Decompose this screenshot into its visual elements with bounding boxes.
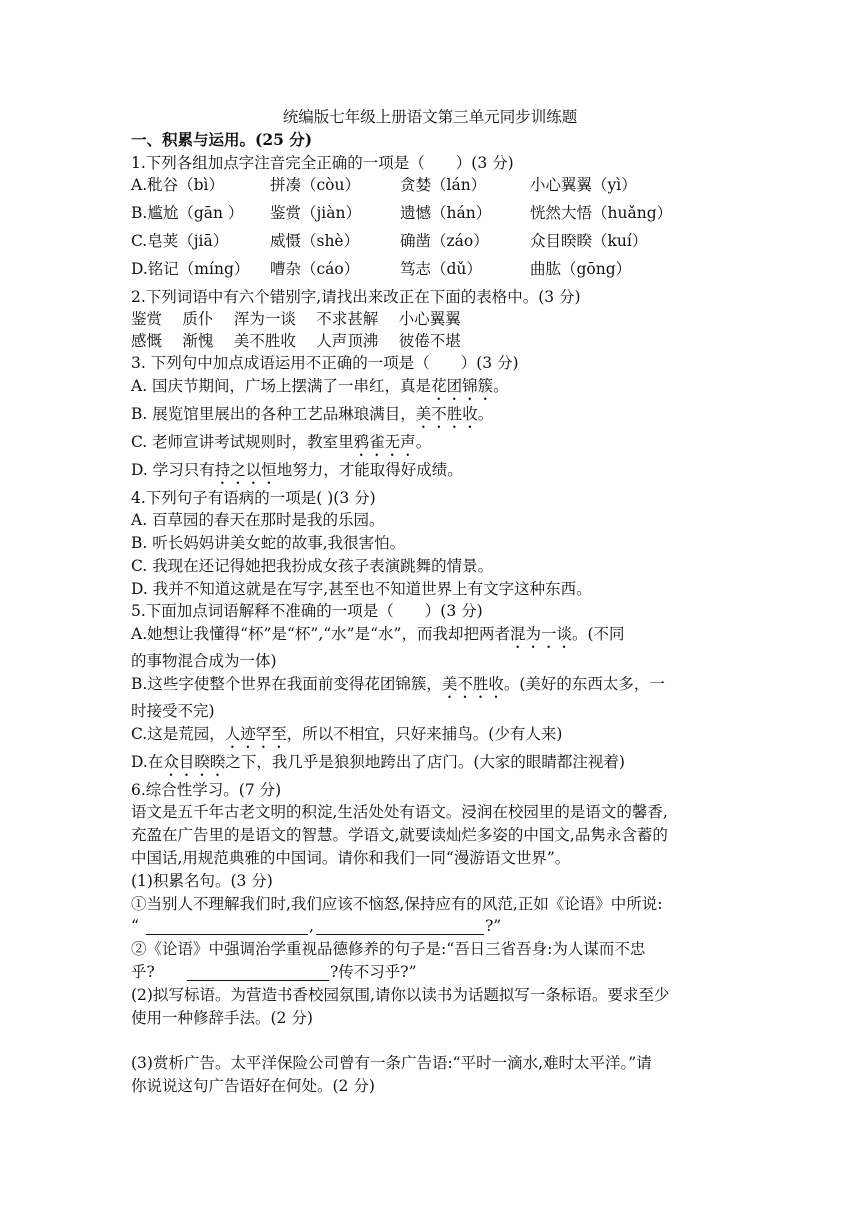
q1-option-c2: 威慑（shè） (270, 232, 360, 250)
answer-blank-2[interactable] (316, 933, 484, 935)
q1-option-a1: A.秕谷（bì） (131, 176, 225, 194)
dotted-idiom: 美不胜收 (415, 405, 478, 423)
q3-stem: 3. 下列句中加点成语运用不正确的一项是（ ）(3 分) (131, 354, 519, 372)
q1-option-b4: 恍然大悟（huǎng） (530, 204, 673, 222)
q6-part1-item-2: ②《论语》中强调治学重视品德修养的句子是:“吾日三省吾身:为人谋而不忠 (131, 940, 646, 958)
q1-option-d3: 笃志（dǔ） (400, 260, 482, 278)
q5-option-b-cont: 时接受不完) (131, 702, 215, 720)
dotted-idiom: 鸦雀无声 (353, 433, 416, 451)
q5-option-b: B.这些字使整个世界在我面前变得花团锦簇，美不胜收。(美好的东西太多，一 (131, 675, 665, 693)
close-quote: ?” (485, 917, 502, 935)
q6-part1-heading: (1)积累名句。(3 分) (131, 872, 273, 890)
q3-option-a: A. 国庆节期间，广场上摆满了一串红，真是花团锦簇。 (131, 377, 509, 395)
q1-option-a4: 小心翼翼（yì） (530, 176, 637, 194)
open-quote: “ (131, 917, 139, 935)
blank-separator: , (309, 917, 314, 935)
q6-part2-line-2: 使用一种修辞手法。(2 分) (131, 1009, 313, 1027)
answer-blank-3[interactable] (187, 979, 329, 981)
q4-option-a: A. 百草园的春天在那时是我的乐园。 (131, 511, 385, 529)
q6-part1-item-2-end: ?传不习乎?” (330, 963, 417, 981)
q4-option-c: C. 我现在还记得她把我扮成女孩子表演跳舞的情景。 (131, 557, 494, 575)
dotted-idiom: 众目睽睽 (163, 753, 226, 771)
q1-option-d2: 嘈杂（cáo） (270, 260, 360, 278)
q2-word-line-2: 感慨 渐愧 美不胜收 人声顶沸 彼倦不堪 (131, 332, 461, 350)
q1-stem: 1.下列各组加点字注音完全正确的一项是（ ）(3 分) (131, 154, 514, 172)
q2-word-line-1: 鉴赏 质仆 浑为一谈 不求甚解 小心翼翼 (131, 310, 461, 328)
section-heading: 一、积累与运用。(25 分) (131, 130, 313, 149)
q6-part1-item-1: ①当别人不理解我们时,我们应该不恼怒,保持应有的风范,正如《论语》中所说: (131, 895, 663, 913)
q1-option-a3: 贪婪（lán） (400, 176, 487, 194)
q1-option-d4: 曲肱（gōng） (530, 260, 632, 278)
q1-option-c3: 确凿（záo） (400, 232, 489, 250)
q3-option-c: C. 老师宣讲考试规则时，教室里鸦雀无声。 (131, 433, 432, 451)
q6-part3-line-2: 你说说这句广告语好在何处。(2 分) (131, 1077, 375, 1095)
q6-intro-line-2: 充盈在广告里的是语文的智慧。学语文,就要读灿烂多姿的中国文,品隽永含蓄的 (131, 826, 668, 844)
q6-intro-line-1: 语文是五千年古老文明的积淀,生活处处有语文。浸润在校园里的是语文的馨香, (131, 803, 668, 821)
q4-option-d: D. 我并不知道这就是在写字,甚至也不知道世界上有文字这种东西。 (131, 580, 592, 598)
q6-stem: 6.综合性学习。(7 分) (131, 781, 282, 799)
q1-option-d1: D.铭记（míng） (131, 260, 250, 278)
q6-part2-line-1: (2)拟写标语。为营造书香校园氛围,请你以读书为话题拟写一条标语。要求至少 (131, 986, 670, 1004)
q6-part1-item-2-cont: 乎? (131, 963, 155, 981)
q4-stem: 4.下列句子有语病的一项是( )(3 分) (131, 489, 376, 507)
q6-intro-line-3: 中国话,用规范典雅的中国词。请你和我们一同“漫游语文世界”。 (131, 849, 571, 867)
q1-option-c4: 众目睽睽（kuí） (530, 232, 648, 250)
dotted-idiom: 持之以恒 (214, 461, 277, 479)
q4-option-b: B. 听长妈妈讲美女蛇的故事,我很害怕。 (131, 534, 406, 552)
q5-option-d: D.在众目睽睽之下，我几乎是狼狈地跨出了店门。(大家的眼睛都注视着) (131, 753, 625, 771)
q2-stem: 2.下列词语中有六个错别字,请找出来改正在下面的表格中。(3 分) (131, 288, 581, 306)
q5-option-c: C.这是荒园，人迹罕至，所以不相宜，只好来捕鸟。(少有人来) (131, 725, 563, 743)
q1-option-c1: C.皂荚（jiā） (131, 232, 229, 250)
answer-blank-1[interactable] (146, 933, 308, 935)
dotted-idiom: 美不胜收 (441, 675, 504, 693)
document-title: 统编版七年级上册语文第三单元同步训练题 (282, 108, 578, 126)
q6-part3-line-1: (3)赏析广告。太平洋保险公司曾有一条广告语:“平时一滴水,难时太平洋。”请 (131, 1054, 652, 1072)
q5-option-a-cont: 的事物混合成为一体) (131, 652, 277, 670)
dotted-idiom: 花团锦簇 (431, 377, 494, 395)
q5-stem: 5.下面加点词语解释不准确的一项是（ ）(3 分) (131, 602, 483, 620)
q1-option-b3: 遗憾（hán） (400, 204, 492, 222)
dotted-idiom: 人迹罕至 (224, 725, 287, 743)
q3-option-b: B. 展览馆里展出的各种工艺品琳琅满目，美不胜收。 (131, 405, 494, 423)
q1-option-b1: B.尴尬（gān ） (131, 204, 244, 222)
q3-option-d: D. 学习只有持之以恒地努力，才能取得好成绩。 (131, 461, 463, 479)
dotted-idiom: 混为一谈 (509, 625, 572, 643)
q5-option-a: A.她想让我懂得“杯”是“杯”,“水”是“水”，而我却把两者混为一谈。(不同 (131, 625, 625, 643)
q1-option-b2: 鉴赏（jiàn） (270, 204, 361, 222)
q1-option-a2: 拼凑（còu） (270, 176, 360, 194)
